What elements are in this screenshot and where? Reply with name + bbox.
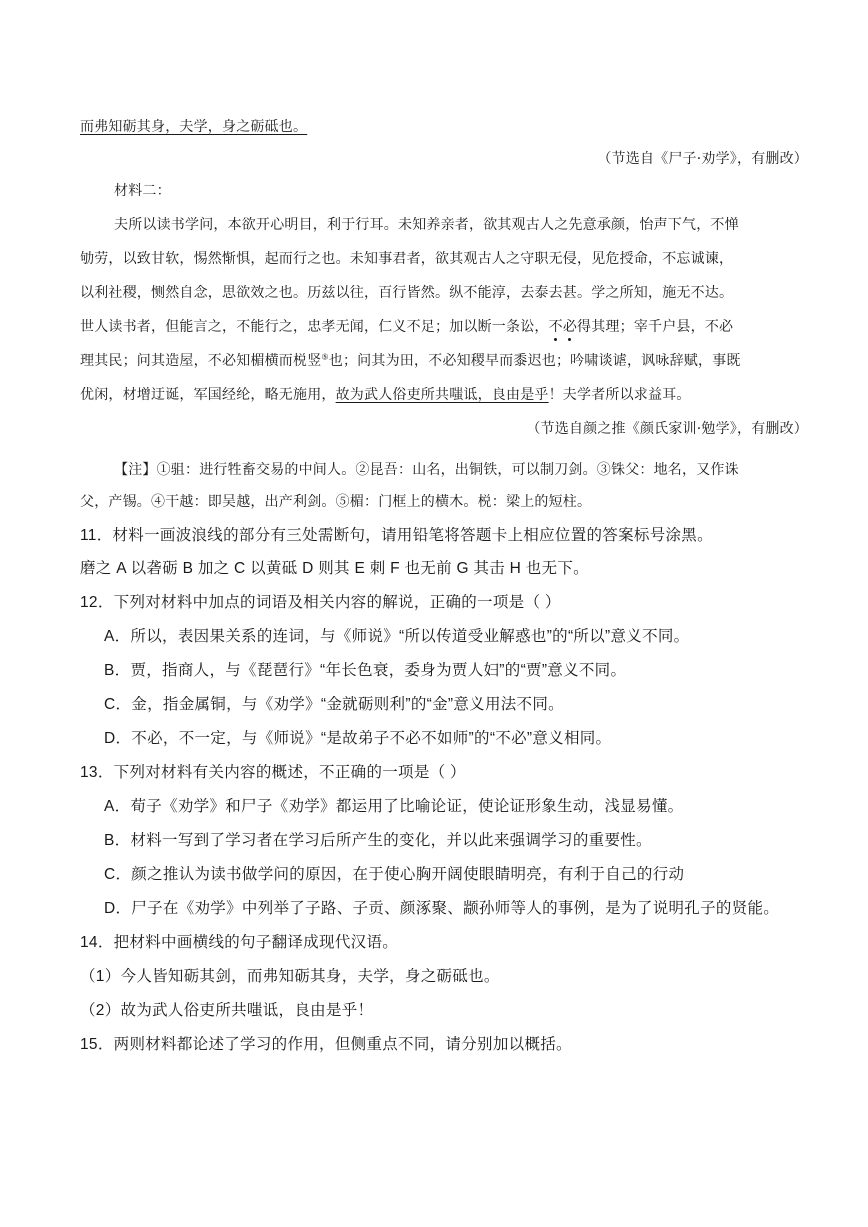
question-14-item-2: （2）故为武人俗吏所共嗤诋，良由是乎！ [80,1002,374,1019]
question-12-option-b: B．贾，指商人，与《琵琶行》“年长色衰，委身为贾人妇”的“贾”意义不同。 [104,662,627,679]
material2-source: （节选自颜之推《颜氏家训·勉学》，有删改） [526,421,808,437]
material2-line-2: 劬劳，以致甘软，惕然惭惧，起而行之也。未知事君者，欲其观古人之守职无侵，见危授命，不忘诚谏， [80,251,734,267]
material1-source: （节选自《尸子·劝学》，有删改） [597,151,808,167]
material2-line-5 [80,350,741,370]
material2-line-5-part-b: 也；问其为田，不必知稷早而黍迟也；吟啸谈谑，讽咏辞赋，事既 [328,353,741,369]
question-13-option-b: B．材料一写到了学习者在学习后所产生的变化，并以此来强调学习的重要性。 [104,832,652,849]
question-11: 11．材料一画波浪线的部分有三处需断句，请用铅笔将答题卡上相应位置的答案标号涂黑。 [80,527,713,544]
question-14-item-1: （1）今人皆知砺其剑，而弗知砺其身，夫学，身之砺砥也。 [80,968,500,985]
material2-line-3: 以利社稷，恻然自念，思欲效之也。历兹以往，百行皆然。纵不能淳，去泰去甚。学之所知，施无不达。 [80,285,734,301]
material2-line-1: 夫所以读书学问，本欲开心明目，利于行耳。未知养亲者，欲其观古人之先意承颜，怡声下气，不惮 [114,217,739,233]
material2-line-5-part-a: 理其民；问其造屋，不必知楣横而棁竖 [80,353,322,369]
material2-line-4 [80,316,733,336]
material2-heading: 材料二： [114,183,171,199]
question-15: 15．两则材料都论述了学习的作用，但侧重点不同，请分别加以概括。 [80,1036,572,1053]
material2-line-6-part-a: 优闲，材增迂诞，军国经纶，略无施用， [80,387,336,403]
material2-line-6 [80,384,691,404]
question-13-option-d: D．尸子在《劝学》中列举了子路、子贡、颜涿聚、颛孙师等人的事例，是为了说明孔子的贤能。 [104,900,780,917]
underlined-sentence: 故为武人俗吏所共嗤诋，良由是乎 [335,387,549,403]
question-13: 13．下列对材料有关内容的概述，不正确的一项是（ ） [80,764,466,781]
dotted-word-1: 不 [548,319,563,335]
material2-line-6-part-b: ！夫学者所以求益耳。 [548,387,691,403]
question-13-option-a: A．荀子《劝学》和尸子《劝学》都运用了比喻论证，使论证形象生动，浅显易懂。 [104,798,684,815]
question-11-options: 磨之 A 以砻砺 B 加之 C 以黄砥 D 则其 E 刺 F 也无前 G 其击 H 也无下。 [80,560,589,577]
question-12-option-d: D．不必，不一定，与《师说》“是故弟子不必不如师”的“不必”意义相同。 [104,730,612,747]
question-12-option-a: A．所以，表因果关系的连词，与《师说》“所以传道受业解惑也”的“所以”意义不同。 [104,628,690,645]
notes-line-2: 父，产锡。④干越：即吴越，出产利剑。⑤楣：门框上的横木。棁：梁上的短柱。 [80,494,592,510]
footnote-marker: ⑤ [321,352,329,362]
question-14: 14．把材料中画横线的句子翻译成现代汉语。 [80,934,399,951]
question-12-option-c: C．金，指金属铜，与《劝学》“金就砺则利”的“金”意义用法不同。 [104,696,564,713]
material2-line-4-part-a: 世人读书者，但能言之，不能行之，忠孝无闻，仁义不足；加以断一条讼， [80,319,549,335]
material1-last-line: 而弗知砺其身，夫学，身之砺砥也。 [80,119,308,135]
question-13-option-c: C．颜之推认为读书做学问的原因，在于使心胸开阔使眼睛明亮，有利于自己的行动 [104,866,685,883]
dotted-word-2: 必 [562,319,578,335]
notes-line-1: 【注】①驵：进行牲畜交易的中间人。②昆吾：山名，出铜铁，可以制刀剑。③铢父：地名，又作诛 [114,462,739,478]
material2-line-4-part-b: 得其理；宰千户县，不必 [577,319,734,335]
question-12: 12．下列对材料中加点的词语及相关内容的解说，正确的一项是（ ） [80,594,561,611]
